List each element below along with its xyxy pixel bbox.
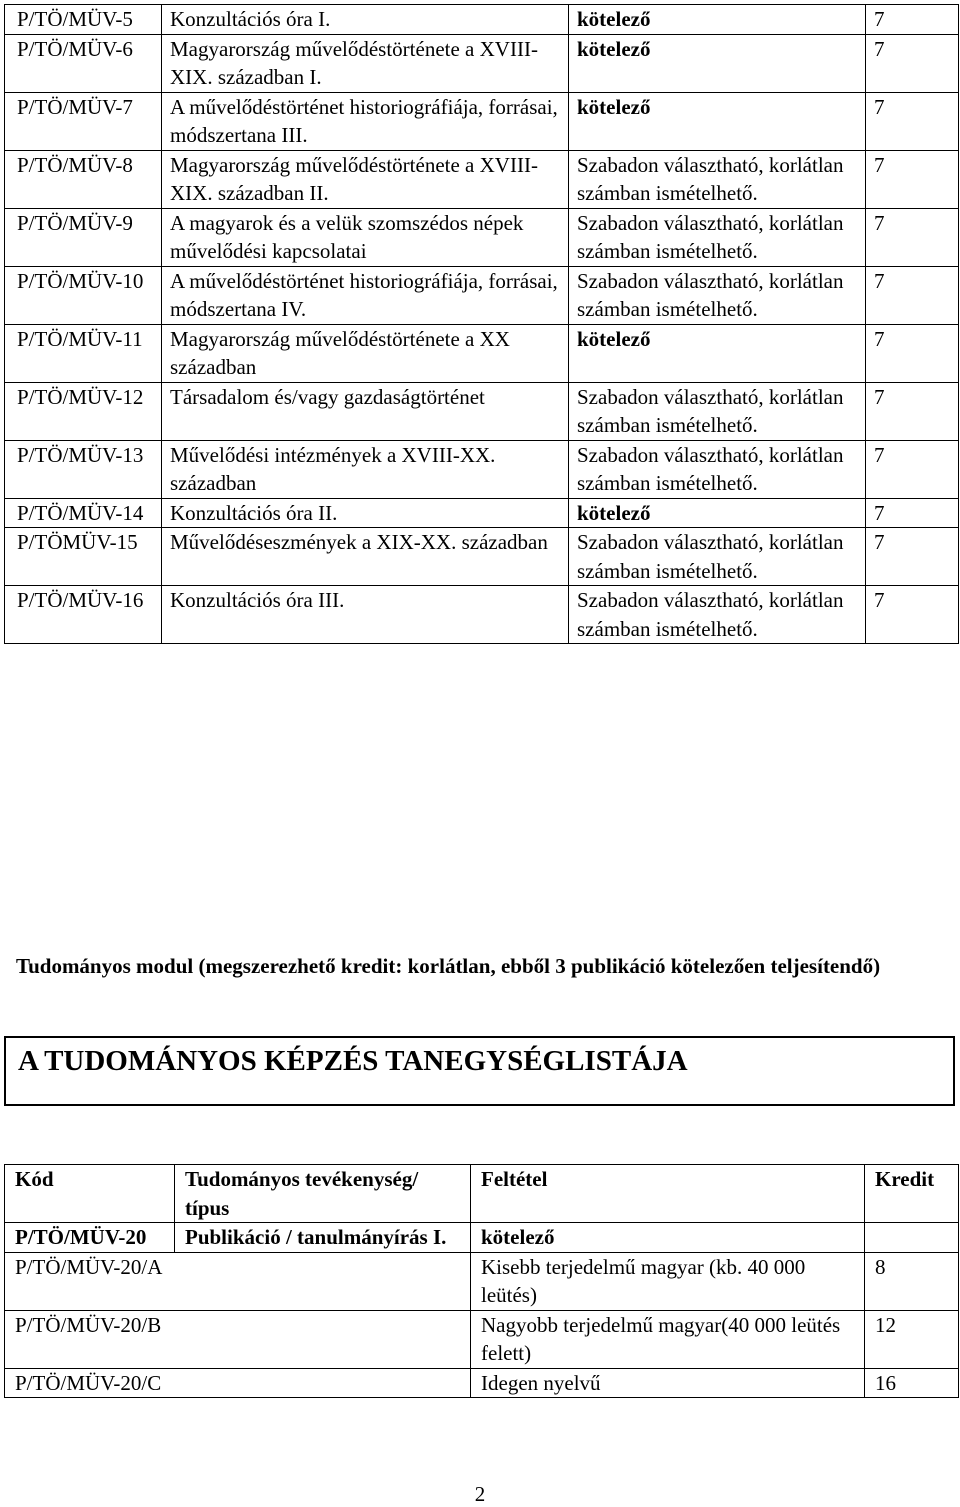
table-row [5, 1368, 959, 1398]
section-title: A TUDOMÁNYOS KÉPZÉS TANEGYSÉGLISTÁJA [18, 1045, 688, 1077]
course-credit: 7 [866, 498, 959, 528]
page-number: 2 [474, 1482, 486, 1506]
module-heading: Tudományos modul (megszerezhető kredit: korlátlan, ebből 3 publikáció kötelezően teljesítendő) [16, 954, 881, 978]
table-row [5, 1310, 959, 1368]
course-condition: kötelező [569, 34, 866, 92]
courses-table [4, 4, 959, 644]
course-code: P/TÖ/MÜV-16 [5, 586, 162, 644]
course-condition: kötelező [569, 92, 866, 150]
table-row [5, 1223, 959, 1253]
course-credit: 7 [866, 34, 959, 92]
course-code: P/TÖ/MÜV-9 [5, 208, 162, 266]
course-code: P/TÖ/MÜV-8 [5, 150, 162, 208]
course-name: Művelődési intézmények a XVIII-XX. században [162, 440, 569, 498]
course-credit: 7 [866, 208, 959, 266]
course-credit: 7 [866, 150, 959, 208]
row-condition: kötelező [471, 1223, 865, 1253]
course-name: A művelődéstörténet historiográfiája, forrásai, módszertana III. [162, 92, 569, 150]
course-code: P/TÖMÜV-15 [5, 528, 162, 586]
table-row [5, 382, 959, 440]
course-condition: Szabadon választható, korlátlan számban ismételhető. [569, 528, 866, 586]
table-row [5, 528, 959, 586]
course-condition: kötelező [569, 5, 866, 35]
course-name: Magyarország művelődéstörténete a XX században [162, 324, 569, 382]
course-condition: Szabadon választható, korlátlan számban ismételhető. [569, 382, 866, 440]
course-credit: 7 [866, 324, 959, 382]
course-code: P/TÖ/MÜV-5 [5, 5, 162, 35]
sub-condition: Nagyobb terjedelmű magyar(40 000 leütés felett) [471, 1310, 865, 1368]
sub-credit: 12 [865, 1310, 959, 1368]
course-credit: 7 [866, 382, 959, 440]
section-title-box [4, 1036, 955, 1106]
course-name: Konzultációs óra I. [162, 5, 569, 35]
course-code: P/TÖ/MÜV-6 [5, 34, 162, 92]
sub-condition: Kisebb terjedelmű magyar (kb. 40 000 leütés) [471, 1252, 865, 1310]
course-name: Konzultációs óra III. [162, 586, 569, 644]
row-credit [865, 1223, 959, 1253]
course-condition: kötelező [569, 324, 866, 382]
sub-code: P/TÖ/MÜV-20/A [5, 1252, 471, 1310]
course-name: A művelődéstörténet historiográfiája, forrásai, módszertana IV. [162, 266, 569, 324]
course-name: Magyarország művelődéstörténete a XVIII-XIX. században II. [162, 150, 569, 208]
table-row [5, 266, 959, 324]
sub-code: P/TÖ/MÜV-20/C [5, 1368, 471, 1398]
course-condition: kötelező [569, 498, 866, 528]
header-condition: Feltétel [471, 1165, 865, 1223]
table-row [5, 498, 959, 528]
course-code: P/TÖ/MÜV-11 [5, 324, 162, 382]
table-row [5, 92, 959, 150]
course-condition: Szabadon választható, korlátlan számban ismételhető. [569, 586, 866, 644]
header-activity: Tudományos tevékenység/ típus [175, 1165, 471, 1223]
row-code: P/TÖ/MÜV-20 [5, 1223, 175, 1253]
course-credit: 7 [866, 440, 959, 498]
table-row [5, 324, 959, 382]
course-condition: Szabadon választható, korlátlan számban ismételhető. [569, 266, 866, 324]
sub-code: P/TÖ/MÜV-20/B [5, 1310, 471, 1368]
table-header-row [5, 1165, 959, 1223]
course-name: Magyarország művelődéstörténete a XVIII-XIX. században I. [162, 34, 569, 92]
sub-credit: 8 [865, 1252, 959, 1310]
table-row [5, 34, 959, 92]
course-name: Művelődéseszmények a XIX-XX. században [162, 528, 569, 586]
course-condition: Szabadon választható, korlátlan számban ismételhető. [569, 150, 866, 208]
header-credit: Kredit [865, 1165, 959, 1223]
header-code: Kód [5, 1165, 175, 1223]
course-code: P/TÖ/MÜV-12 [5, 382, 162, 440]
row-activity: Publikáció / tanulmányírás I. [175, 1223, 471, 1253]
course-code: P/TÖ/MÜV-10 [5, 266, 162, 324]
table-row [5, 1252, 959, 1310]
course-code: P/TÖ/MÜV-7 [5, 92, 162, 150]
table-row [5, 150, 959, 208]
sub-credit: 16 [865, 1368, 959, 1398]
course-name: A magyarok és a velük szomszédos népek művelődési kapcsolatai [162, 208, 569, 266]
scientific-activities-table [4, 1164, 959, 1398]
table-row [5, 208, 959, 266]
table-row [5, 5, 959, 35]
course-code: P/TÖ/MÜV-13 [5, 440, 162, 498]
table-row [5, 586, 959, 644]
course-credit: 7 [866, 266, 959, 324]
sub-condition: Idegen nyelvű [471, 1368, 865, 1398]
course-name: Konzultációs óra II. [162, 498, 569, 528]
course-name: Társadalom és/vagy gazdaságtörténet [162, 382, 569, 440]
table-row [5, 440, 959, 498]
course-condition: Szabadon választható, korlátlan számban ismételhető. [569, 440, 866, 498]
course-code: P/TÖ/MÜV-14 [5, 498, 162, 528]
course-credit: 7 [866, 92, 959, 150]
course-credit: 7 [866, 586, 959, 644]
course-credit: 7 [866, 5, 959, 35]
course-condition: Szabadon választható, korlátlan számban ismételhető. [569, 208, 866, 266]
course-credit: 7 [866, 528, 959, 586]
